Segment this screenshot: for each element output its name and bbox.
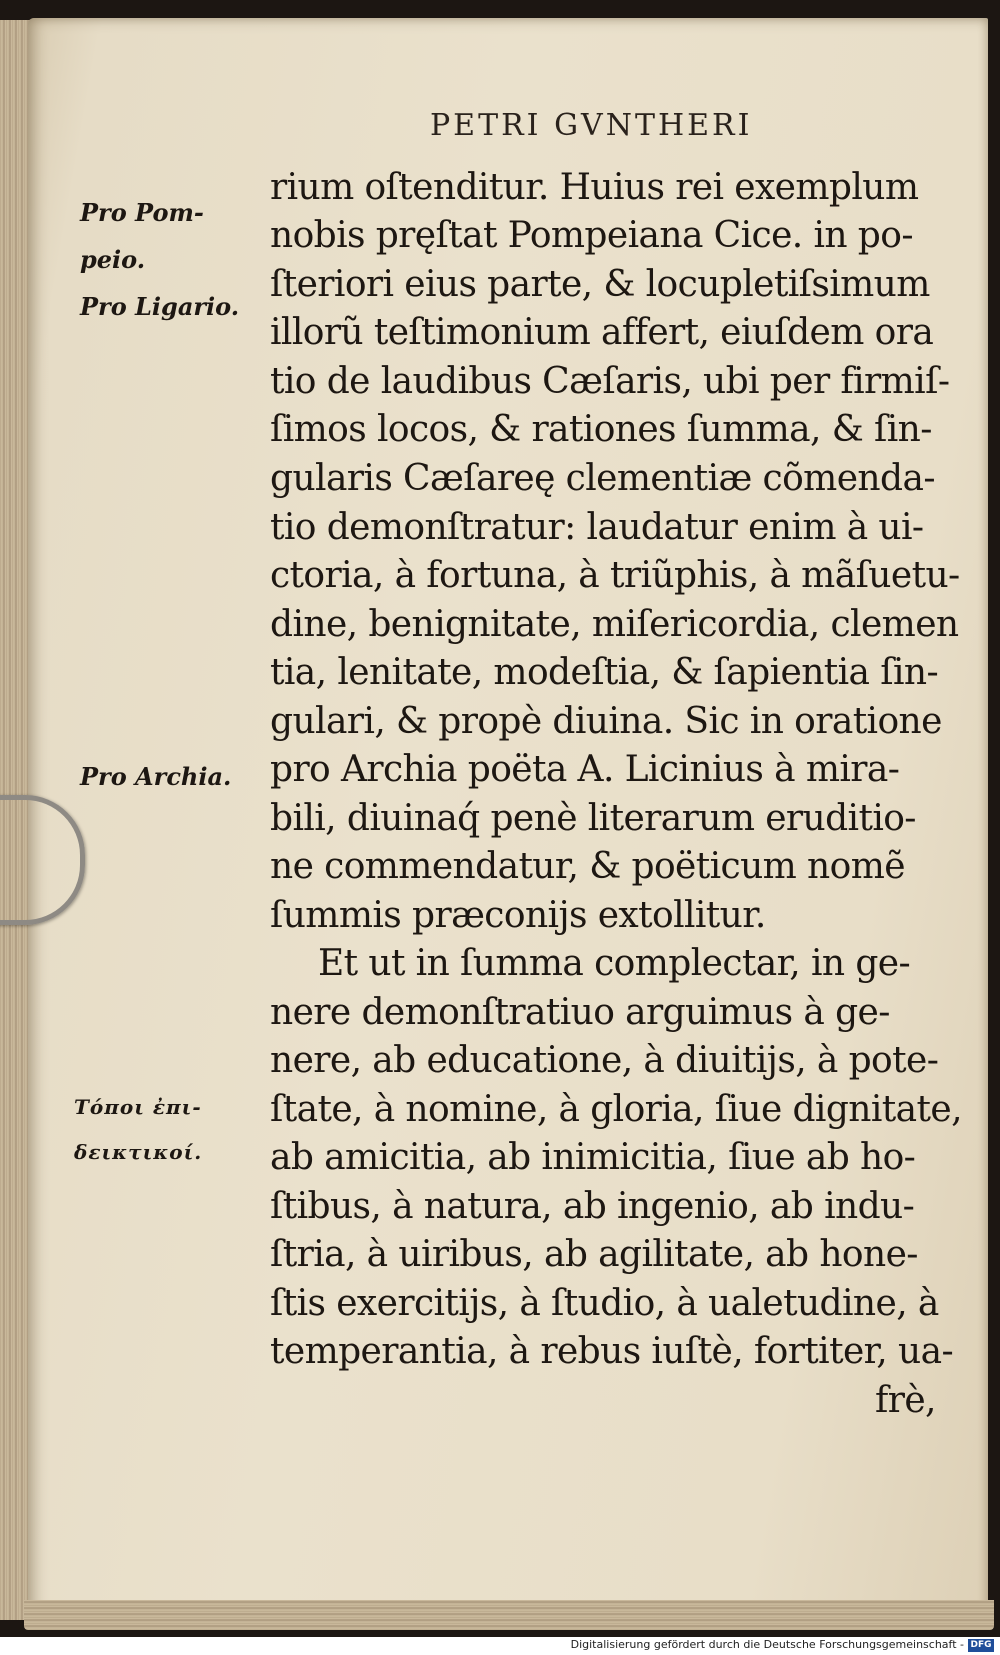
margin-note-archia: Pro Archia.	[80, 762, 232, 791]
text-line: temperantia, à rebus iuſtè, fortiter, ua-	[270, 1331, 954, 1372]
text-line: illorũ teſtimonium affert, eiuſdem ora	[270, 312, 934, 353]
text-line: gularis Cæſareę clementiæ cõmenda-	[270, 458, 935, 499]
catchword: frè,	[875, 1380, 936, 1421]
text-line: pro Archia poëta A. Licinius à mira-	[270, 749, 900, 790]
margin-note-pompeio-cont: peio.	[80, 245, 146, 274]
text-line: dine, benignitate, miſericordia, clemen	[270, 604, 959, 645]
text-line: bili, diuinaq́ penè literarum eruditio-	[270, 798, 916, 839]
text-line: tia, lenitate, modeſtia, & ſapientia ſin-	[270, 652, 939, 693]
text-line: nere demonſtratiuo arguimus à ge-	[270, 992, 890, 1033]
footer-credit: Digitalisierung gefördert durch die Deutsche Forschungsgemeinschaft -	[570, 1638, 964, 1651]
text-line: ſtibus, à natura, ab ingenio, ab indu-	[270, 1186, 915, 1227]
dfg-logo: DFG	[968, 1639, 994, 1652]
text-line: gulari, & propè diuina. Sic in oratione	[270, 701, 942, 742]
text-line: rium oſtenditur. Huius rei exemplum	[270, 167, 919, 208]
text-line: ſtate, à nomine, à gloria, ſiue dignitate,	[270, 1089, 962, 1130]
margin-note-greek-cont: δεικτικοί.	[74, 1140, 203, 1164]
text-line: tio de laudibus Cæſaris, ubi per firmiſ-	[270, 361, 950, 402]
text-line: ne commendatur, & poëticum nomẽ	[270, 846, 905, 887]
text-line: ctoria, à fortuna, à triũphis, à mãſuetu-	[270, 555, 960, 596]
text-line: ſummis præconijs extollitur.	[270, 895, 766, 936]
text-line: ab amicitia, ab inimicitia, ſiue ab ho-	[270, 1137, 916, 1178]
text-line: Et ut in ſumma complectar, in ge-	[318, 943, 911, 984]
running-head: PETRI GVNTHERI	[430, 108, 753, 143]
margin-note-ligario: Pro Ligario.	[80, 292, 240, 321]
margin-note-greek: Τόποι ἐπι-	[74, 1095, 202, 1119]
text-line: ſtria, à uiribus, ab agilitate, ab hone-	[270, 1234, 918, 1275]
text-line: ſtis exercitijs, à ſtudio, à ualetudine, à	[270, 1283, 939, 1324]
text-line: ſimos locos, & rationes ſumma, & ſin-	[270, 409, 932, 450]
text-line: nobis pręſtat Pompeiana Cice. in po-	[270, 215, 913, 256]
text-line: tio demonſtratur: laudatur enim à ui-	[270, 507, 924, 548]
text-line: ſteriori eius parte, & locupletiſsimum	[270, 264, 930, 305]
margin-note-pompeio: Pro Pom-	[80, 198, 204, 227]
text-line: nere, ab educatione, à diuitijs, à pote-	[270, 1040, 939, 1081]
